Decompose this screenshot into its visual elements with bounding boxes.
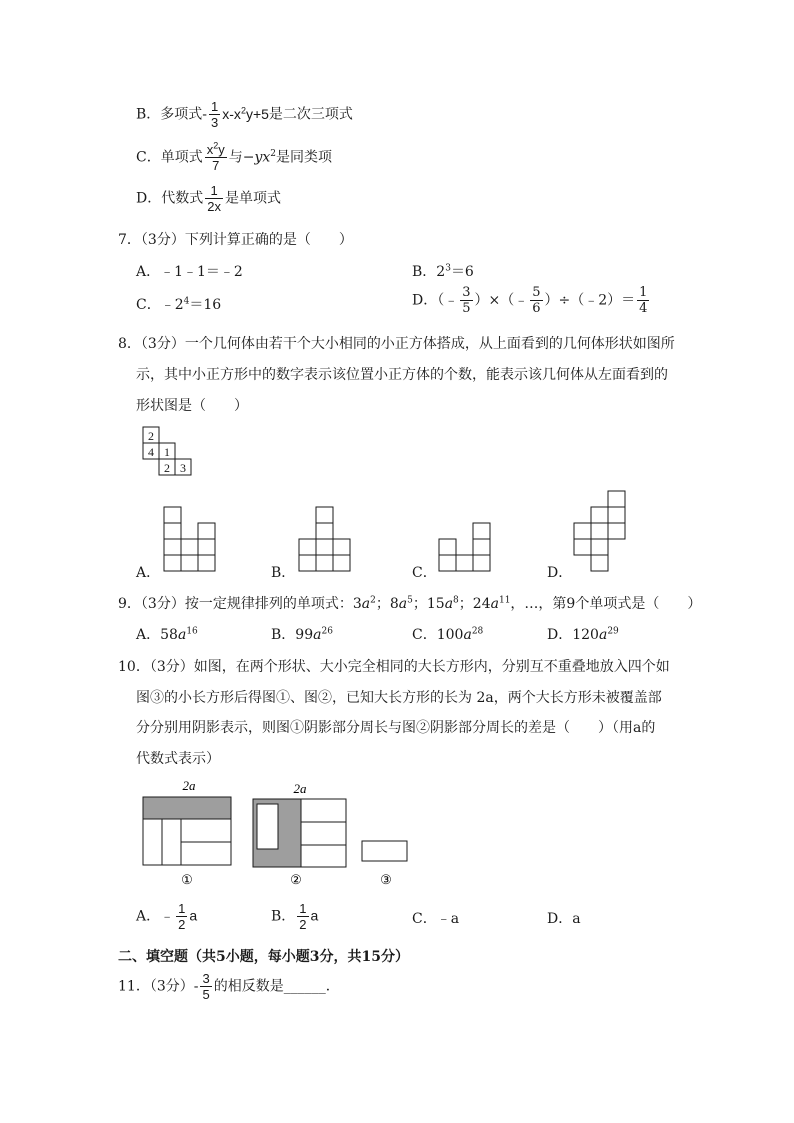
- fig3-label: ③: [380, 872, 392, 887]
- fig1-label: ①: [181, 872, 193, 887]
- q8-option-d-label: D．: [547, 565, 573, 581]
- q7-stem: 7．（3分）下列计算正确的是（ ）: [118, 232, 353, 248]
- fig1-shaded-region: [143, 797, 231, 819]
- grid-number: 2: [164, 461, 170, 475]
- q9-option-b: B．$99a^{26}$: [271, 626, 333, 643]
- q10-option-d: D．a: [547, 911, 581, 927]
- section2-title: 二、填空题（共5小题，每小题3分，共15分）: [118, 949, 409, 965]
- fig1-length-label: 2a: [182, 778, 196, 793]
- q9-option-d: D．$120a^{29}$: [547, 626, 619, 643]
- fig2-small-rect: [257, 804, 278, 849]
- q7-option-b: B．$2^3=6$: [412, 263, 474, 280]
- q6-option-b: B．多项式- $\frac{1}{3}$ $x-x^2y+5$是二次三项式: [136, 99, 353, 130]
- q8-option-a-label: A．: [136, 565, 161, 581]
- grid-number: 4: [148, 445, 154, 459]
- q8-option-d-figure: [573, 489, 627, 573]
- q11-stem: 11．（3分）- $\frac{3}{5}$ 的相反数是______．: [118, 971, 340, 1002]
- q10-stem-line1: 10．（3分）如图，在两个形状、大小完全相同的大长方形内，分别互不重叠地放入四个如: [118, 659, 670, 675]
- q8-option-b-figure: [298, 505, 352, 573]
- q8-stem-line3: 形状图是（ ）: [136, 398, 248, 414]
- q8-option-c-label: C．: [412, 565, 437, 581]
- q8-option-c-figure: [438, 521, 492, 573]
- fig2-label: ②: [290, 872, 302, 887]
- fig3-small-rect: [362, 841, 407, 861]
- q7-option-a: A．﹣1﹣1＝﹣2: [136, 264, 243, 280]
- grid-number: 3: [180, 461, 186, 475]
- q10-option-a: A．﹣ $\frac{1}{2}$ a: [136, 901, 198, 932]
- q10-stem-line2: 图③的小长方形后得图①、图②，已知大长方形的长为 2a，两个大长方形未被覆盖部: [136, 690, 662, 706]
- grid-number: 2: [148, 429, 154, 443]
- q10-option-b: B． $\frac{1}{2}$ a: [271, 901, 319, 932]
- q9-stem: 9．（3分）按一定规律排列的单项式：$3a^2$；$8a^5$；$15a^8$；$24a^{11}$，…，第9个单项式是（ ）: [118, 595, 702, 612]
- q10-stem-line4: 代数式表示）: [136, 751, 220, 767]
- q8-option-b-label: B．: [271, 565, 296, 581]
- q8-stem-line2: 示，其中小正方形中的数字表示该位置小正方体的个数，能表示该几何体从左面看到的: [136, 367, 668, 383]
- grid-number: 1: [164, 445, 170, 459]
- q6-option-c: C．单项式 $\frac{x^2y}{7}$ 与$-yx^2$是同类项: [136, 140, 333, 173]
- q7-option-d: D．（﹣ $\frac{3}{5}$ ）×（﹣ $\frac{5}{6}$ ）÷（﹣2）＝ $\frac{1}{4}$: [412, 285, 648, 316]
- q8-top-view-figure: [138, 424, 198, 478]
- q8-option-a-figure: [163, 505, 217, 573]
- fig2-length-label: 2a: [293, 781, 307, 796]
- q9-option-c: C．$100a^{28}$: [412, 626, 484, 643]
- q8-stem-line1: 8．（3分）一个几何体由若干个大小相同的小正方体搭成，从上面看到的几何体形状如图所: [118, 336, 675, 352]
- q9-option-a: A．$58a^{16}$: [136, 626, 198, 643]
- q10-figures: [136, 776, 426, 892]
- q6-option-d: D．代数式 $\frac{1}{2x}$ 是单项式: [136, 183, 281, 214]
- q10-stem-line3: 分分别用阴影表示，则图①阴影部分周长与图②阴影部分周长的差是（ ）（用a的: [136, 720, 656, 736]
- q10-option-c: C．﹣a: [412, 911, 460, 927]
- q7-option-c: C．$﹣2^4=16$: [136, 296, 222, 313]
